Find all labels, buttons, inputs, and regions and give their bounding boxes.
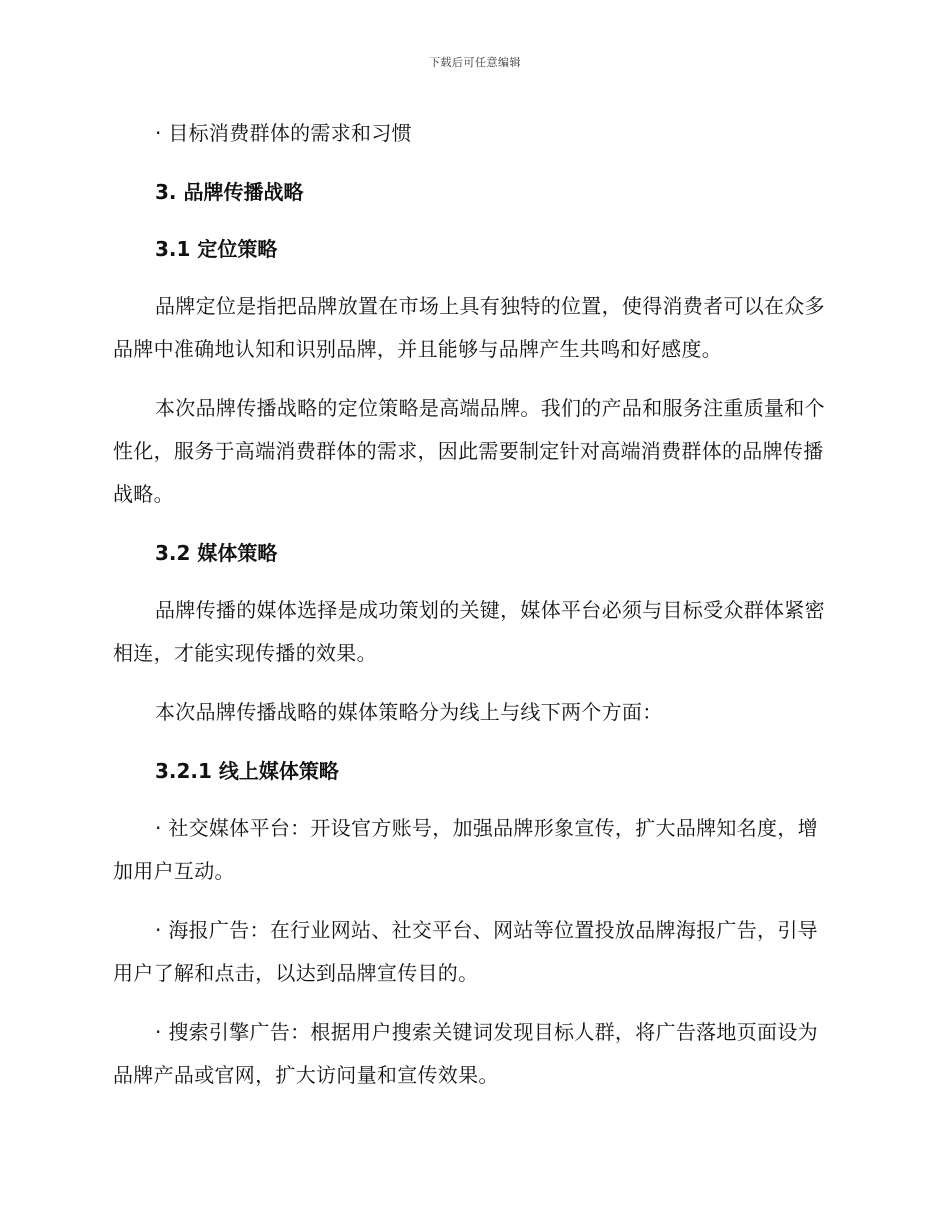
header-note: 下载后可任意编辑 (429, 56, 521, 69)
paragraph-media-definition: 品牌传播的媒体选择是成功策划的关键，媒体平台必须与目标受众群体紧密相连，才能实现传播的效果。 (113, 598, 825, 665)
bullet-target-needs: · 目标消费群体的需求和习惯 (155, 121, 412, 145)
paragraph-positioning-strategy: 本次品牌传播战略的定位策略是高端品牌。我们的产品和服务注重质量和个性化，服务于高端消费群体的需求，因此需要制定针对高端消费群体的品牌传播战略。 (113, 396, 825, 506)
heading-positioning-strategy: 3.1 定位策略 (155, 237, 278, 261)
heading-media-strategy: 3.2 媒体策略 (155, 541, 278, 565)
bullet-search-ads: · 搜索引擎广告：根据用户搜索关键词发现目标人群，将广告落地页面设为品牌产品或官网，扩大访问量和宣传效果。 (113, 1020, 818, 1087)
document-body (113, 112, 833, 1113)
heading-online-media-strategy: 3.2.1 线上媒体策略 (155, 759, 339, 783)
heading-brand-communication-strategy: 3. 品牌传播战略 (155, 180, 304, 204)
bullet-social-media: · 社交媒体平台：开设官方账号，加强品牌形象宣传，扩大品牌知名度，增加用户互动。 (113, 816, 818, 883)
paragraph-positioning-definition: 品牌定位是指把品牌放置在市场上具有独特的位置，使得消费者可以在众多品牌中准确地认知和识别品牌，并且能够与品牌产生共鸣和好感度。 (113, 294, 825, 361)
paragraph-media-split: 本次品牌传播战略的媒体策略分为线上与线下两个方面： (155, 700, 663, 724)
bullet-poster-ads: · 海报广告：在行业网站、社交平台、网站等位置投放品牌海报广告，引导用户了解和点击，以达到品牌宣传目的。 (113, 918, 818, 985)
